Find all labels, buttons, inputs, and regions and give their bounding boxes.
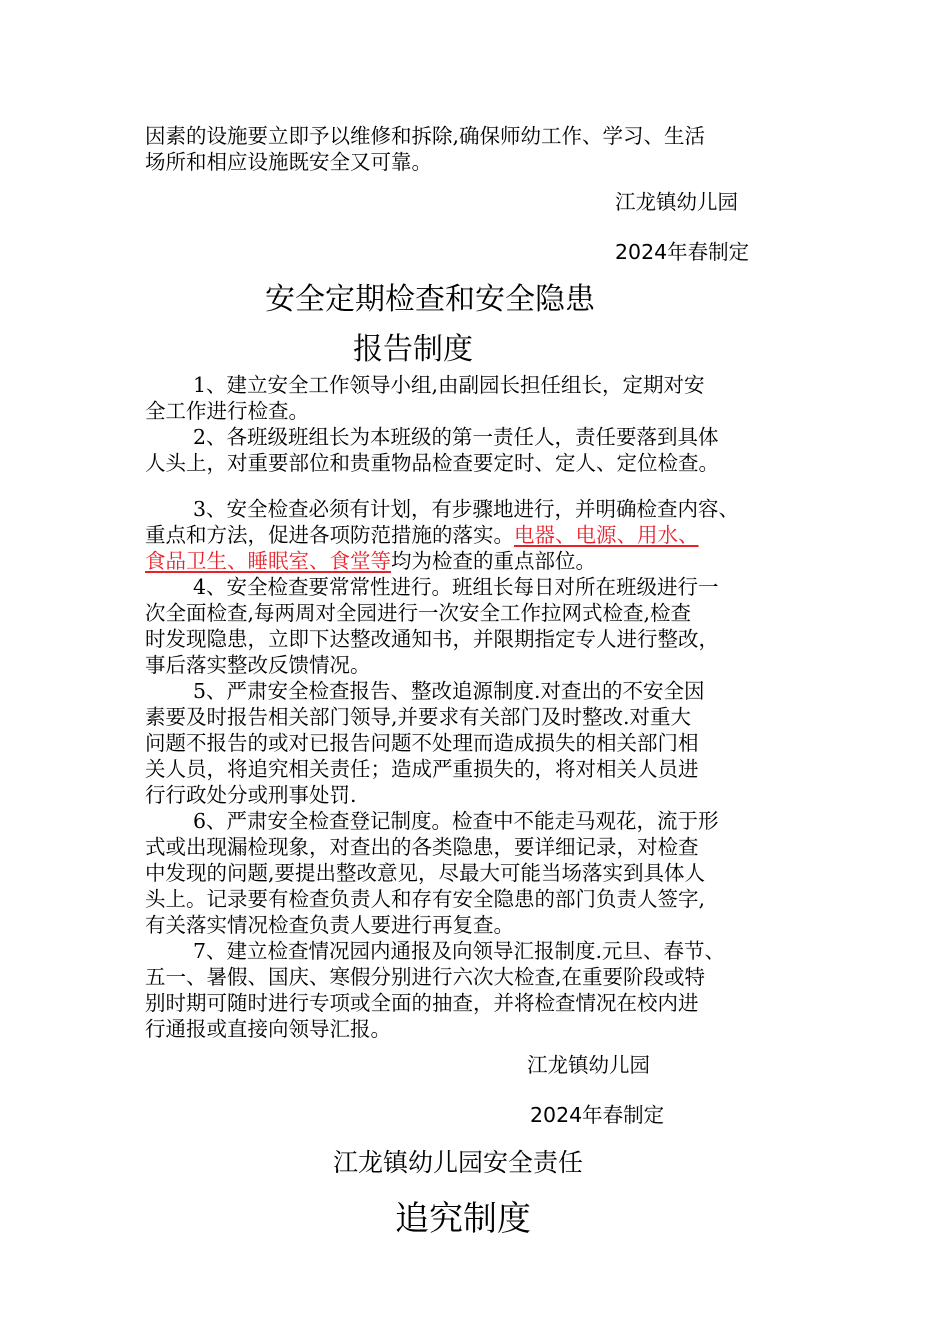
- continuation-date: 2024年春制定: [615, 240, 750, 264]
- s1-p3-line3-text: 均为检查的重点部位。: [391, 549, 596, 573]
- s1-p4-line4: 事后落实整改反馈情况。: [145, 653, 371, 677]
- continuation-org-signature: 江龙镇幼儿园: [615, 190, 738, 214]
- section2-title-line2: 追究制度: [395, 1199, 531, 1239]
- s1-p3-line2-text: 重点和方法，促进各项防范措施的落实。: [145, 523, 514, 547]
- s1-p7-line3: 别时期可随时进行专项或全面的抽查，并将检查情况在校内进: [145, 991, 699, 1015]
- s1-p5-line5: 行行政处分或刑事处罚.: [145, 783, 357, 807]
- s1-p3-line2: [145, 523, 699, 548]
- s1-p1-line2: 全工作进行检查。: [145, 399, 309, 423]
- s1-p3-highlight-2: 食品卫生、睡眠室、食堂等: [145, 549, 391, 573]
- s1-p5-line3: 问题不报告的或对已报告问题不处理而造成损失的相关部门相: [145, 731, 699, 755]
- s1-p4-line3: 时发现隐患，立即下达整改通知书，并限期指定专人进行整改，: [145, 627, 719, 651]
- s1-p2-line2: 人头上，对重要部位和贵重物品检查要定时、定人、定位检查。: [145, 451, 719, 475]
- s1-p6-line4: 头上。记录要有检查负责人和存有安全隐患的部门负责人签字,: [145, 887, 706, 911]
- s1-p5-line1: 5、严肃安全检查报告、整改追源制度.对查出的不安全因: [193, 679, 705, 703]
- s1-p3-line3: [145, 549, 596, 574]
- s1-p7-line1: 7、建立检查情况园内通报及向领导汇报制度.元旦、春节、: [193, 939, 726, 963]
- section1-date: 2024年春制定: [530, 1103, 665, 1127]
- section1-org-signature: 江龙镇幼儿园: [527, 1053, 650, 1077]
- s1-p5-line2: 素要及时报告相关部门领导,并要求有关部门及时整改.对重大: [145, 705, 692, 729]
- section1-title-line2: 报告制度: [353, 332, 473, 367]
- s1-p3-highlight-1: 电器、电源、用水、: [514, 523, 699, 547]
- continuation-line-1: 因素的设施要立即予以维修和拆除,确保师幼工作、学习、生活: [145, 124, 706, 148]
- s1-p6-line2: 式或出现漏检现象，对查出的各类隐患，要详细记录，对检查: [145, 835, 699, 859]
- section1-title-line1: 安全定期检查和安全隐患: [265, 282, 595, 317]
- section2-title-line1: 江龙镇幼儿园安全责任: [333, 1148, 584, 1177]
- s1-p1-line1: 1、建立安全工作领导小组,由副园长担任组长，定期对安: [193, 373, 705, 397]
- s1-p6-line1: 6、严肃安全检查登记制度。检查中不能走马观花，流于形: [193, 809, 719, 833]
- s1-p6-line5: 有关落实情况检查负责人要进行再复查。: [145, 913, 514, 937]
- s1-p2-line1: 2、各班级班组长为本班级的第一责任人，责任要落到具体: [193, 425, 719, 449]
- s1-p5-line4: 关人员，将追究相关责任；造成严重损失的，将对相关人员进: [145, 757, 699, 781]
- s1-p4-line1: 4、安全检查要常常性进行。班组长每日对所在班级进行一: [193, 575, 719, 599]
- s1-p7-line2: 五一、暑假、国庆、寒假分别进行六次大检查,在重要阶段或特: [145, 965, 706, 989]
- s1-p7-line4: 行通报或直接向领导汇报。: [145, 1017, 391, 1041]
- s1-p4-line2: 次全面检查,每两周对全园进行一次安全工作拉网式检查,检查: [145, 601, 692, 625]
- continuation-line-2: 场所和相应设施既安全又可靠。: [145, 150, 432, 174]
- s1-p6-line3: 中发现的问题,要提出整改意见，尽最大可能当场落实到具体人: [145, 861, 706, 885]
- s1-p3-line1: 3、安全检查必须有计划，有步骤地进行，并明确检查内容、: [193, 497, 740, 521]
